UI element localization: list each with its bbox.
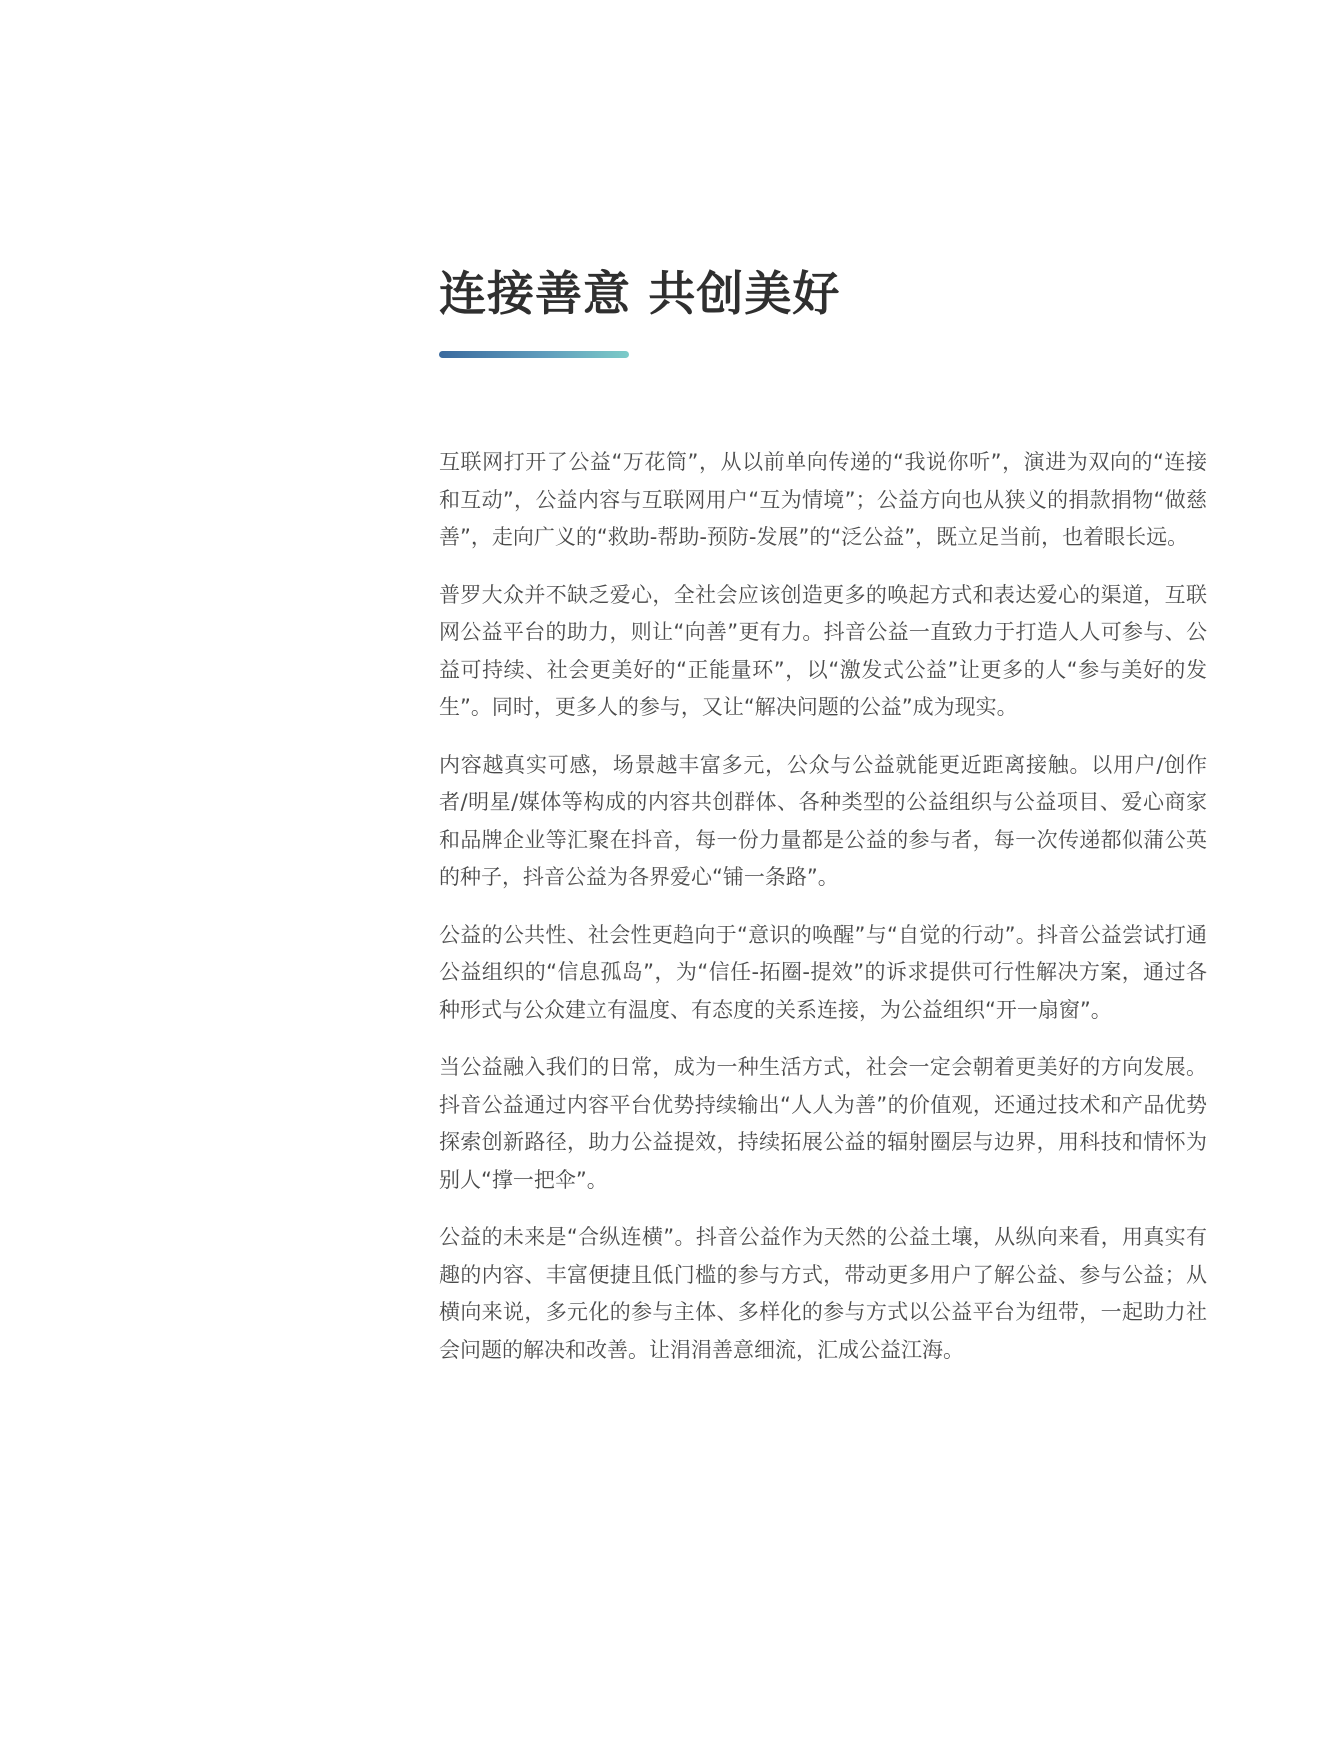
article — [439, 262, 1207, 1369]
paragraph-6: 公益的未来是“合纵连横”。抖音公益作为天然的公益土壤，从纵向来看，用真实有趣的内容、丰富便捷且低门槛的参与方式，带动更多用户了解公益、参与公益；从横向来说，多元化的参与主体、多样化的参与方式以公益平台为纽带，一起助力社会问题的解决和改善。让涓涓善意细流，汇成公益江海。 — [439, 1225, 1207, 1362]
page-title: 连接善意 共创美好 — [439, 267, 841, 322]
title-accent-bar — [439, 351, 629, 358]
article-body — [439, 444, 1207, 1369]
paragraph-1: 互联网打开了公益“万花筒”，从以前单向传递的“我说你听”，演进为双向的“连接和互动”，公益内容与互联网用户“互为情境”；公益方向也从狭义的捐款捐物“做慈善”，走向广义的“救助-帮助-预防-发展”的“泛公益”，既立足当前，也着眼长远。 — [439, 450, 1207, 549]
paragraph-5: 当公益融入我们的日常，成为一种生活方式，社会一定会朝着更美好的方向发展。抖音公益通过内容平台优势持续输出“人人为善”的价值观，还通过技术和产品优势探索创新路径，助力公益提效，持续拓展公益的辐射圈层与边界，用科技和情怀为别人“撑一把伞”。 — [439, 1055, 1207, 1192]
paragraph-3: 内容越真实可感，场景越丰富多元，公众与公益就能更近距离接触。以用户/创作者/明星/媒体等构成的内容共创群体、各种类型的公益组织与公益项目、爱心商家和品牌企业等汇聚在抖音，每一份力量都是公益的参与者，每一次传递都似蒲公英的种子，抖音公益为各界爱心“铺一条路”。 — [439, 752, 1207, 889]
paragraph-2: 普罗大众并不缺乏爱心，全社会应该创造更多的唤起方式和表达爱心的渠道，互联网公益平台的助力，则让“向善”更有力。抖音公益一直致力于打造人人可参与、公益可持续、社会更美好的“正能量环”，以“激发式公益”让更多的人“参与美好的发生”。同时，更多人的参与，又让“解决问题的公益”成为现实。 — [439, 582, 1207, 719]
paragraph-4: 公益的公共性、社会性更趋向于“意识的唤醒”与“自觉的行动”。抖音公益尝试打通公益组织的“信息孤岛”，为“信任-拓圈-提效”的诉求提供可行性解决方案，通过各种形式与公众建立有温度、有态度的关系连接，为公益组织“开一扇窗”。 — [439, 922, 1207, 1022]
